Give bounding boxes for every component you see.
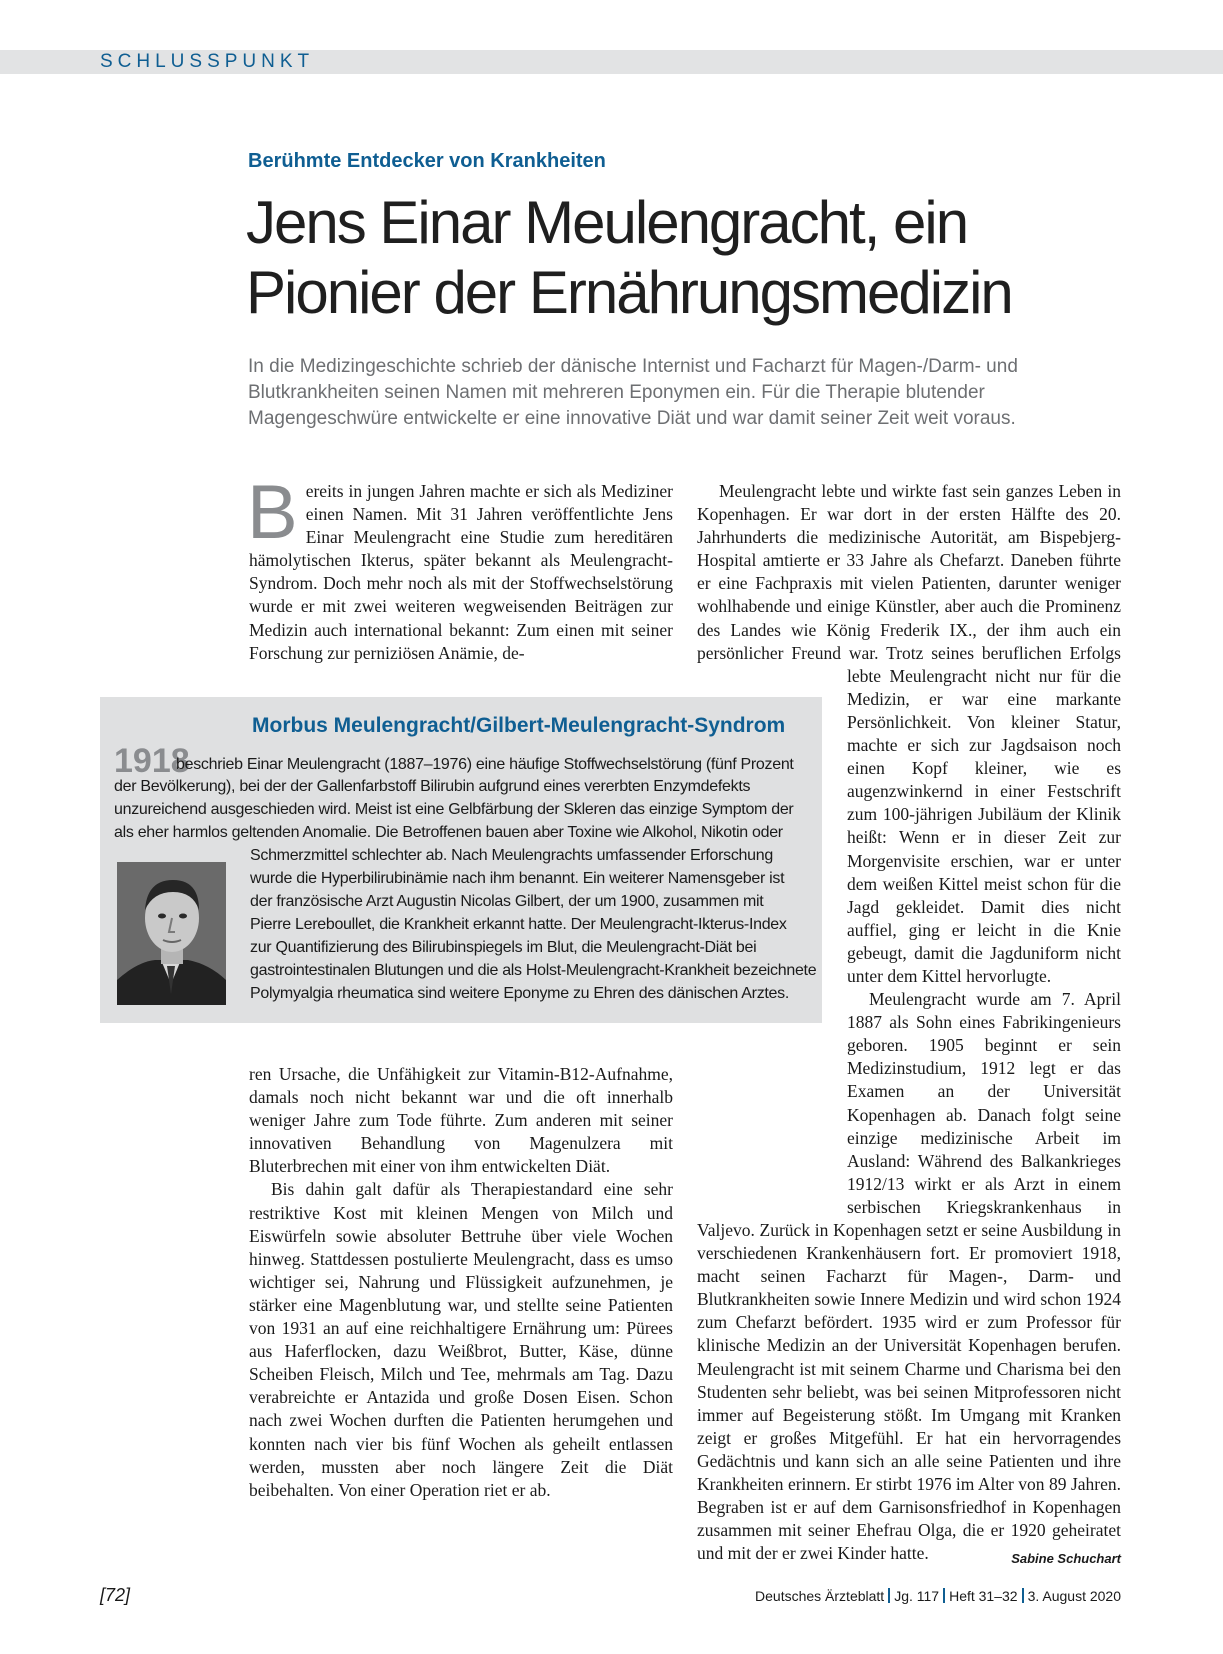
info-box-line: unzureichend ausgeschieden wird. Meist ist eine Gelbfärbung der Skleren das einzige Symptom der — [114, 801, 794, 818]
article-kicker: Berühmte Entdecker von Krankheiten — [248, 150, 606, 172]
column-1-top — [247, 470, 673, 665]
paragraph: ren Ursache, die Unfähigkeit zur Vitamin-B12-Aufnahme, damals noch nicht bekannt war und die oft innerhalb weniger Jahre zum Tode führte. Zum anderen mit seiner innovativen Behandlung von Magenulzera mit Bluterbrechen mit einer von ihm entwickelten Diät. — [249, 1064, 673, 1177]
separator — [888, 1588, 890, 1603]
portrait-illustration — [117, 862, 226, 1005]
publication-info — [755, 1588, 1121, 1604]
info-box-line: Polymyalgia rheumatica sind weitere Eponyme zu Ehren des dänischen Arztes. — [250, 985, 789, 1002]
info-box-line: gastrointestinalen Blutungen und die als Holst-Meulengracht-Krankheit bezeichnete — [250, 962, 817, 979]
paragraph: Bis dahin galt dafür als Therapiestandard eine sehr restriktive Kost mit kleinen Mengen von Milch und Eiswürfeln sowie absoluter Bettruhe über viele Wochen hinweg. Stattdessen postulierte Meulengracht, dass es umso wichtiger sei, Nahrung und Flüssigkeit aufzunehmen, je stärker eine Magenblutung war, und stellte seine Patienten von 1931 an auf eine reichhaltigere Ernährung um: Pürees aus Haferflocken, dazu Weißbrot, Butter, Käse, dünne Scheiben Fleisch, Milch und Tee, mehrmals am Tag. Dazu verabreichte er Antazida und große Dosen Eisen. Schon nach zwei Wochen durften die Patienten herumgehen und konnten nach vier bis fünf Wochen als geheilt entlassen werden, mussten aber noch längere Zeit die Diät beibehalten. Von einer Operation riet er ab. — [249, 1179, 673, 1500]
lead-line: In die Medizingeschichte schrieb der dänische Internist und Facharzt für Magen-/Darm- und — [248, 356, 1018, 377]
journal-issue: Heft 31–32 — [949, 1588, 1018, 1604]
lead-line: Magengeschwüre entwickelte er eine innovative Diät und war damit seiner Zeit weit voraus. — [248, 408, 1016, 429]
info-box-line: Pierre Lereboullet, die Krankheit erkannt hatte. Der Meulengracht-Ikterus-Index — [250, 916, 787, 933]
paragraph-text: ereits in jungen Jahren machte er sich als Mediziner einen Namen. Mit 31 Jahren veröffentlichte Jens Einar Meulengracht eine Studie zum hereditären hämolytischen Ikterus, später bekannt als Meulengracht-Syndrom. Doch mehr noch als mit der Stoffwechselstörung wurde er mit zwei weiteren wegweisenden Beiträgen zur Medizin auch international bekannt: Zum einen mit seiner Forschung zur perniziösen Anämie, de- — [249, 481, 673, 663]
portrait-photo — [117, 862, 226, 1005]
info-box-year: 1918 — [114, 742, 190, 780]
article-lead — [248, 354, 1148, 432]
title-line: Pionier der Ernährungsmedizin — [246, 259, 1012, 326]
info-box-line: der Bevölkerung), bei der der Gallenfarbstoff Bilirubin aufgrund eines vererbten Enzymdefekts — [114, 778, 751, 795]
info-box-line: als eher harmlos geltenden Anomalie. Die Betroffenen bauen aber Toxine wie Alkohol, Nikotin oder — [114, 824, 783, 841]
paragraph — [247, 470, 673, 665]
info-box-line: beschrieb Einar Meulengracht (1887–1976) eine häufige Stoffwechselstörung (fünf Prozent — [176, 756, 794, 773]
column-1-bottom — [249, 1063, 673, 1502]
drop-cap: B — [247, 470, 298, 555]
info-box-line: der französische Arzt Augustin Nicolas Gilbert, der um 1900, zusammen mit — [250, 893, 764, 910]
title-line: Jens Einar Meulengracht, ein — [246, 189, 968, 256]
section-label: SCHLUSSPUNKT — [100, 51, 315, 72]
journal-name: Deutsches Ärzteblatt — [755, 1588, 885, 1604]
separator — [1022, 1588, 1024, 1603]
journal-date: 3. August 2020 — [1027, 1588, 1121, 1604]
info-box-line: zur Quantifizierung des Bilirubinspiegels im Blut, die Meulengracht-Diät bei — [250, 939, 757, 956]
journal-volume: Jg. 117 — [894, 1588, 940, 1604]
paragraph-text: Meulengracht wurde am 7. April 1887 als Sohn eines Fabrikingenieurs geboren. 1905 beginnt er sein Medizinstudium, 1912 legt er das Examen an der Universität Kopenhagen ab. Danach folgt seine einzige medizinische Arbeit im Ausland: Während des Balkankrieges 1912/13 wirkt er als Arzt in einem serbischen Kriegskrankenhaus in Valjevo. Zurück in Kopenhagen setzt er seine Ausbildung in verschiedenen Krankenhäusern fort. Er promoviert 1918, macht seinen Facharzt für Magen-, Darm- und Blutkrankheiten sowie Innere Medizin und wird schon 1924 zum Chefarzt befördert. 1935 wird er zum Professor für klinische Medizin an der Universität Kopenhagen berufen. Meulengracht ist mit seinem Charme und Charisma bei den Studenten sehr beliebt, was bei seinen Mitprofessoren nicht immer auf Begeisterung stößt. Im Umgang mit Kranken zeigt er großes Mitgefühl. Er hat ein hervorragendes Gedächtnis und kann sich an alle seine Patienten und ihre Krankheiten erinnern. Er stirbt 1976 im Alter von 89 Jahren. Begraben ist er auf dem Garnisonsfriedhof in Kopenhagen zusammen mit seiner Ehefrau Olga, die er 1920 geheiratet und mit der er zwei Kinder hatte. — [697, 989, 1121, 1564]
paragraph: Meulengracht lebte und wirkte fast sein ganzes Leben in Kopenhagen. Er war dort in der ersten Hälfte des 20. Jahrhunderts die medizinische Autorität, am Bispebjerg-Hospital amtierte er 33 Jahre als Chefarzt. Daneben führte er eine Fachpraxis mit vielen Patienten, darunter weniger wohlhabende und einige Künstler, aber auch die Prominenz des Landes wie König Frederik IX., der ihm auch ein persönlicher Freund war. Trotz seines beruflichen Erfolgs lebte Meulengracht nicht nur für die Medizin, er war eine markante Persönlichkeit. Von kleiner Statur, machte er sich zur Jagdsaison noch einen Kopf kleiner, wie es augenzwinkernd in einer Festschrift zum 100-jährigen Jubiläum der Klinik heißt: Wenn er in dieser Zeit zur Morgenvisite erschien, war er unter dem weißen Kittel meist schon für die Jagd gekleidet. Damit dies nicht auffiel, ging er leicht in die Knie gebeugt, damit die Jagduniform nicht unter dem Kittel hervorlugte. — [697, 481, 1121, 986]
column-2 — [697, 480, 1121, 1570]
info-box-line: wurde die Hyperbilirubinämie nach ihm benannt. Ein weiterer Namensgeber ist — [250, 870, 785, 887]
author-signature: Sabine Schuchart — [1011, 1551, 1121, 1567]
article-title — [246, 188, 1146, 328]
page-number: [72] — [100, 1585, 131, 1605]
lead-line: Blutkrankheiten seinen Namen mit mehreren Eponymen ein. Für die Therapie blutender — [248, 382, 985, 403]
info-box-title: Morbus Meulengracht/Gilbert-Meulengracht-Syndrom — [252, 714, 786, 737]
info-box-line: Schmerzmittel schlechter ab. Nach Meulengrachts umfassender Erforschung — [250, 847, 773, 864]
separator — [943, 1588, 945, 1603]
